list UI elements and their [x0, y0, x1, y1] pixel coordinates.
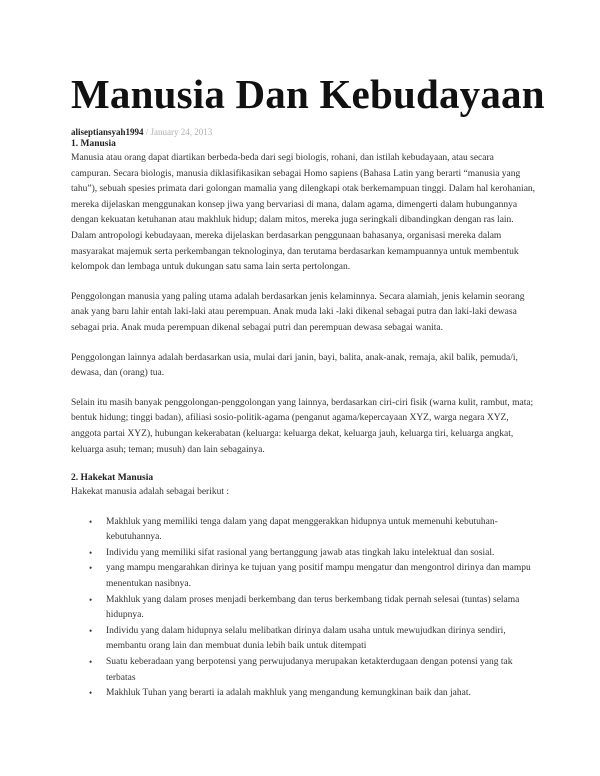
list-item-text: Individu yang dalam hidupnya selalu melibatkan dirinya dalam usaha untuk mewujudkan dirinya sendiri, membantu orang lain dan membuat dunia lebih baik untuk ditempati	[106, 625, 506, 652]
paragraph: Penggolongan manusia yang paling utama adalah berdasarkan jenis kelaminnya. Secara alamiah, jenis kelamin seorang anak yang baru lahir entah laki-laki atau perempuan. Anak muda laki -laki dikenal sebagai putra dan laki-laki dewasa sebagai pria. Anak muda perempuan dikenal sebagai putri dan perempuan dewasa sebagai wanita.	[71, 291, 525, 333]
list-item-text: yang mampu mengarahkan dirinya ke tujuan yang positif mampu mengatur dan mengontrol dirinya dan mampu menentukan nasibnya.	[106, 563, 531, 590]
meta-separator: /	[145, 127, 149, 137]
list-item-text: Makhluk yang dalam proses menjadi berkembang dan terus berkembang tidak pernah selesai (tuntas) selama hidupnya.	[106, 594, 520, 621]
paragraph: Selain itu masih banyak penggolongan-penggolongan yang lainnya, berdasarkan ciri-ciri fisik (warna kulit, rambut, mata; bentuk hidung; tinggi badan), afiliasi sosio-politik-agama (penganut agama/kepercayaan XYZ, warga negara XYZ, anggota partai XYZ), hubungan kekerabatan (keluarga: keluarga dekat, keluarga jauh, keluarga tiri, keluarga angkat, keluarga asuh; teman; musuh) dan lain sebagainya.	[71, 397, 534, 455]
list-item	[71, 561, 536, 592]
section-heading-manusia: 1. Manusia	[71, 139, 116, 149]
post-date: January 24, 2013	[150, 127, 213, 137]
list-item	[71, 655, 536, 686]
bullet-icon: •	[89, 547, 93, 558]
section-intro: Hakekat manusia adalah sebagai berikut :	[71, 487, 230, 498]
section-heading-hakekat: 2. Hakekat Manusia	[71, 473, 154, 484]
list-item-text: Makhluk Tuhan yang berarti ia adalah makhluk yang mengandung kemungkinan baik dan jahat.	[106, 688, 471, 699]
hakekat-list	[71, 515, 536, 702]
bullet-icon: •	[89, 516, 93, 527]
author-link[interactable]: aliseptiansyah1994	[71, 127, 144, 137]
paragraph: Penggolongan lainnya adalah berdasarkan usia, mulai dari janin, bayi, balita, anak-anak, remaja, akil balik, pemuda/i, dewasa, dan (orang) tua.	[71, 352, 518, 379]
bullet-icon: •	[89, 625, 93, 636]
list-item	[71, 515, 536, 546]
list-item-text: Makhluk yang memiliki tenga dalam yang dapat menggerakkan hidupnya untuk memenuhi kebutuhan-kebutuhannya.	[106, 516, 498, 543]
list-item	[71, 546, 536, 562]
list-item-text: Individu yang memiliki sifat rasional yang bertanggung jawab atas tingkah laku intelektual dan sosial.	[106, 547, 495, 558]
bullet-icon: •	[89, 563, 93, 574]
paragraph: Manusia atau orang dapat diartikan berbeda-beda dari segi biologis, rohani, dan istilah kebudayaan, atau secara campuran. Secara biologis, manusia diklasifikasikan sebagai Homo sapiens (Bahasa Latin yang berarti “manusia yang tahu”), sebuah spesies primata dari golongan mamalia yang dilengkapi otak berkemampuan tinggi. Dalam hal kerohanian, mereka dijelaskan menggunakan konsep jiwa yang bervariasi di mana, dalam agama, dimengerti dalam hubungannya dengan kekuatan ketuhanan atau makhluk hidup; dalam mitos, mereka juga seringkali dibandingkan dengan ras lain. Dalam antropologi kebudayaan, mereka dijelaskan berdasarkan penggunaan bahasanya, organisasi mereka dalam masyarakat majemuk serta perkembangan teknologinya, dan terutama berdasarkan kemampuannya untuk membentuk kelompok dan lembaga untuk dukungan satu sama lain serta pertolongan.	[71, 153, 536, 273]
list-item	[71, 624, 536, 655]
list-item-text: Suatu keberadaan yang berpotensi yang perwujudanya merupakan ketakterdugaan dengan potensi yang tak terbatas	[106, 657, 513, 683]
bullet-icon: •	[89, 688, 93, 699]
article-meta	[71, 126, 536, 138]
article-title: Manusia Dan Kebudayaan	[71, 71, 545, 117]
list-item	[71, 593, 536, 624]
list-item	[71, 686, 536, 702]
bullet-icon: •	[89, 594, 93, 605]
bullet-icon: •	[89, 657, 93, 668]
